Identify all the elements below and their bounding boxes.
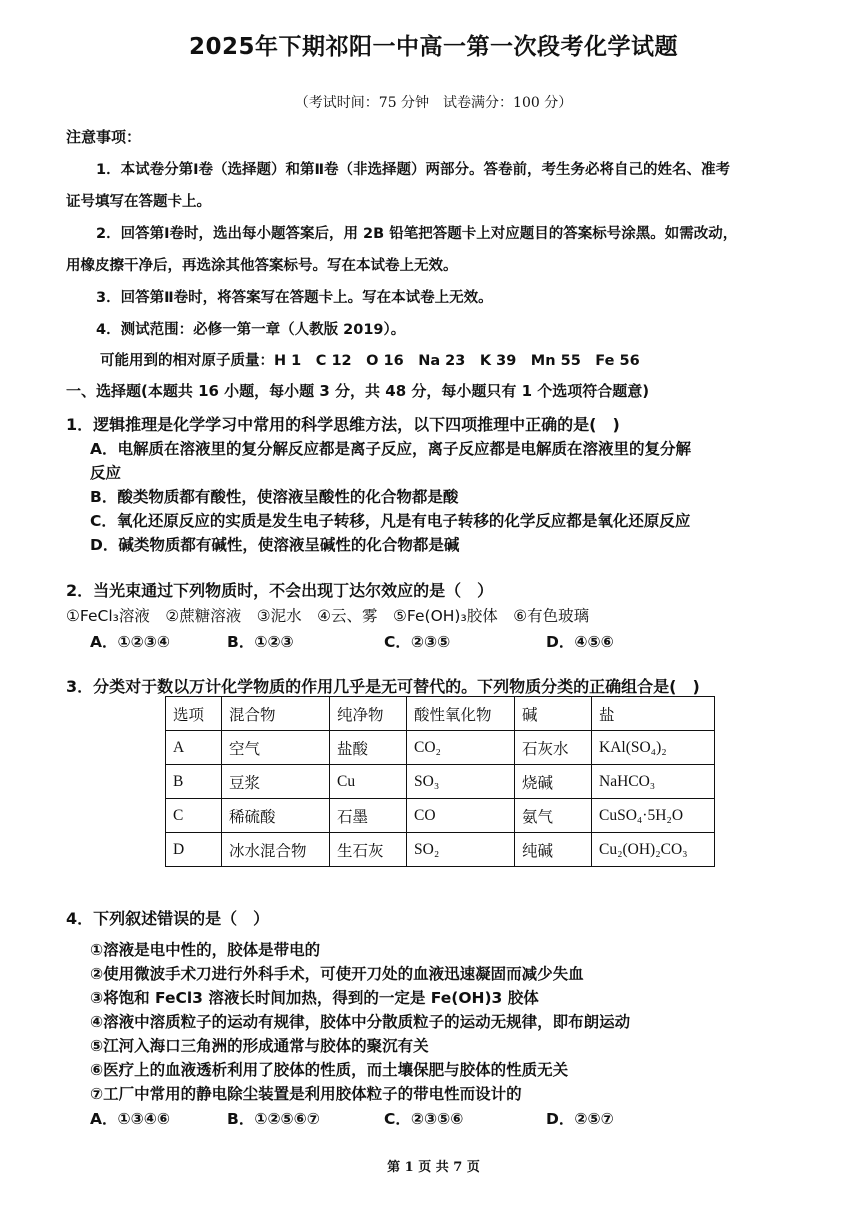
notice-line-4: 4．测试范围：必修一第一章（人教版 2019）。 (96, 322, 406, 338)
q4-statement-4: ④溶液中溶质粒子的运动有规律，胶体中分散质粒子的运动无规律，即布朗运动 (90, 1013, 631, 1031)
table-row (166, 799, 715, 833)
table-header-cell: 盐 (592, 697, 715, 731)
section-heading: 一、选择题(本题共 16 小题，每小题 3 分，共 48 分，每小题只有 1 个选项符合题意) (66, 382, 650, 400)
table-cell: D (166, 833, 222, 867)
table-row (166, 731, 715, 765)
table-cell: CO₂ (407, 731, 515, 765)
table-header-cell: 混合物 (222, 697, 330, 731)
table-cell: 豆浆 (222, 765, 330, 799)
table-cell: 纯碱 (515, 833, 592, 867)
q4-statement-7: ⑦工厂中常用的静电除尘装置是利用胶体粒子的带电性而设计的 (90, 1085, 522, 1103)
table-cell: Cu₂(OH)₂CO₃ (592, 833, 715, 867)
notice-line-2b: 用橡皮擦干净后，再选涂其他答案标号。写在本试卷上无效。 (66, 258, 458, 274)
table-row (166, 765, 715, 799)
table-cell: B (166, 765, 222, 799)
q2-stem: 2．当光束通过下列物质时，不会出现丁达尔效应的是（ ） (66, 581, 494, 600)
q1-option-c: C．氧化还原反应的实质是发生电子转移，凡是有电子转移的化学反应都是氧化还原反应 (90, 512, 691, 530)
table-cell: A (166, 731, 222, 765)
q3-stem: 3．分类对于数以万计化学物质的作用几乎是无可替代的。下列物质分类的正确组合是( ) (66, 677, 700, 696)
notice-line-1b: 证号填写在答题卡上。 (66, 194, 211, 210)
q4-statement-6: ⑥医疗上的血液透析利用了胶体的性质，而土壤保肥与胶体的性质无关 (90, 1061, 569, 1079)
table-header-cell: 酸性氧化物 (407, 697, 515, 731)
exam-info: （考试时间：75 分钟 试卷满分：100 分） (294, 95, 573, 111)
table-cell: 生石灰 (330, 833, 407, 867)
table-cell: 盐酸 (330, 731, 407, 765)
notice-line-2a: 2．回答第Ⅰ卷时，选出每小题答案后，用 2B 铅笔把答题卡上对应题目的答案标号涂黑。如需改动， (96, 226, 738, 242)
q4-option-a: A．①③④⑥ (90, 1110, 170, 1128)
table-header-row (166, 697, 715, 731)
table-cell: CO (407, 799, 515, 833)
q4-statement-3: ③将饱和 FeCl3 溶液长时间加热，得到的一定是 Fe(OH)3 胶体 (90, 989, 539, 1007)
table-cell: 石墨 (330, 799, 407, 833)
q4-statement-1: ①溶液是电中性的，胶体是带电的 (90, 941, 321, 959)
table-cell: CuSO₄·5H₂O (592, 799, 715, 833)
q4-option-d: D．②⑤⑦ (546, 1110, 614, 1128)
q2-option-c: C．②③⑤ (384, 633, 451, 651)
classification-table (165, 696, 715, 867)
table-cell: Cu (330, 765, 407, 799)
q2-option-a: A．①②③④ (90, 633, 170, 651)
notice-line-3: 3．回答第Ⅱ卷时，将答案写在答题卡上。写在本试卷上无效。 (96, 290, 493, 306)
exam-title: 2025年下期祁阳一中高一第一次段考化学试题 (188, 34, 678, 60)
q2-option-d: D．④⑤⑥ (546, 633, 614, 651)
notice-heading: 注意事项： (66, 128, 142, 146)
table-row (166, 833, 715, 867)
q1-option-a-cont: 反应 (90, 464, 122, 482)
atomic-masses: 可能用到的相对原子质量：H 1 C 12 O 16 Na 23 K 39 Mn 55 Fe 56 (100, 353, 640, 369)
table-cell: NaHCO₃ (592, 765, 715, 799)
table-cell: SO₂ (407, 833, 515, 867)
table-cell: SO₃ (407, 765, 515, 799)
q1-option-d: D．碱类物质都有碱性，使溶液呈碱性的化合物都是碱 (90, 536, 460, 554)
q4-option-c: C．②③⑤⑥ (384, 1110, 464, 1128)
table-cell: KAl(SO₄)₂ (592, 731, 715, 765)
q1-stem: 1．逻辑推理是化学学习中常用的科学思维方法，以下四项推理中正确的是( ) (66, 415, 620, 434)
table-cell: 稀硫酸 (222, 799, 330, 833)
table-header-cell: 碱 (515, 697, 592, 731)
table-cell: 烧碱 (515, 765, 592, 799)
q4-option-b: B．①②⑤⑥⑦ (227, 1110, 320, 1128)
q2-items: ①FeCl₃溶液 ②蔗糖溶液 ③泥水 ④云、雾 ⑤Fe(OH)₃胶体 ⑥有色玻璃 (66, 607, 590, 625)
q4-statement-2: ②使用微波手术刀进行外科手术，可使开刀处的血液迅速凝固而减少失血 (90, 965, 584, 983)
table-cell: C (166, 799, 222, 833)
q4-statement-5: ⑤江河入海口三角洲的形成通常与胶体的聚沉有关 (90, 1037, 429, 1055)
q1-option-a: A．电解质在溶液里的复分解反应都是离子反应，离子反应都是电解质在溶液里的复分解 (90, 440, 691, 458)
table-cell: 空气 (222, 731, 330, 765)
page-footer: 第 1 页 共 7 页 (387, 1160, 480, 1175)
table-header-cell: 纯净物 (330, 697, 407, 731)
notice-line-1a: 1．本试卷分第Ⅰ卷（选择题）和第Ⅱ卷（非选择题）两部分。答卷前，考生务必将自己的姓名、准考 (96, 162, 731, 178)
q1-option-b: B．酸类物质都有酸性，使溶液呈酸性的化合物都是酸 (90, 488, 459, 506)
table-cell: 石灰水 (515, 731, 592, 765)
q4-stem: 4．下列叙述错误的是（ ） (66, 909, 270, 928)
table-header-cell: 选项 (166, 697, 222, 731)
table-cell: 冰水混合物 (222, 833, 330, 867)
table-cell: 氨气 (515, 799, 592, 833)
q2-option-b: B．①②③ (227, 633, 294, 651)
